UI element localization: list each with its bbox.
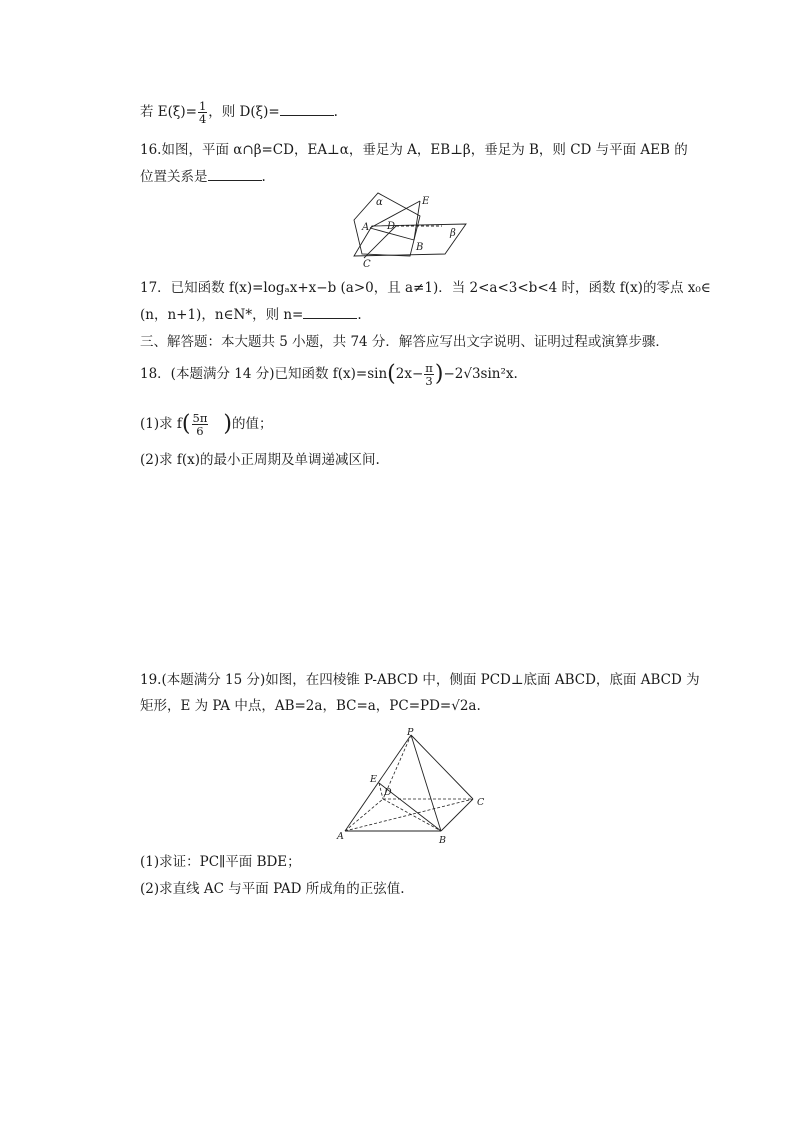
q17-answer-blank[interactable] — [303, 306, 357, 319]
q19-line1: 19.(本题满分 15 分)如图，在四棱锥 P-ABCD 中，侧面 PCD⊥底面 ABCD，底面 ABCD 为 — [140, 672, 700, 688]
q15-fraction — [198, 100, 207, 125]
q15-suffix: . — [333, 104, 338, 120]
fig16-label-D: D — [387, 221, 396, 232]
q16-line2-text: 位置关系是 — [140, 169, 208, 185]
q15-prefix: 若 E(ξ)= — [140, 104, 197, 120]
q18-part1-prefix: (1)求 f — [140, 416, 182, 432]
fig19-label-E: E — [370, 774, 377, 785]
q18-part2: (2)求 f(x)的最小正周期及单调递减区间. — [140, 452, 380, 468]
q16-answer-blank[interactable] — [208, 168, 262, 181]
q16-line1: 16.如图，平面 α∩β=CD，EA⊥α，垂足为 A，EB⊥β，垂足为 B，则 CD 与平面 AEB 的 — [140, 142, 688, 158]
figure-19-pyramid — [333, 727, 493, 847]
q18-part1-suffix: 的值； — [231, 416, 273, 432]
q19-part1: (1)求证：PC∥平面 BDE； — [140, 854, 301, 870]
fig16-label-B: B — [416, 242, 424, 253]
q17-line2-suffix: . — [357, 307, 362, 323]
q18-part1-num: 5π — [192, 411, 208, 425]
q15-middle: ，则 D(ξ)= — [208, 104, 280, 120]
q19-part2: (2)求直线 AC 与平面 PAD 所成角的正弦值. — [140, 881, 405, 897]
q17-line2-text: (n，n+1)，n∈N*，则 n= — [140, 307, 304, 323]
q18-intro-line — [140, 362, 518, 387]
q15-answer-blank[interactable] — [280, 103, 334, 116]
fig16-label-alpha: α — [376, 197, 383, 208]
q16-line2 — [140, 168, 266, 186]
fig16-label-beta: β — [450, 228, 456, 239]
q15-tail-line — [140, 100, 338, 125]
fig19-label-P: P — [407, 727, 414, 738]
fig16-label-A: A — [362, 222, 370, 233]
fig19-label-C: C — [477, 797, 485, 808]
q16-line2-suffix: . — [261, 169, 266, 185]
q18-part1-den: 6 — [196, 424, 204, 438]
fig19-label-A: A — [337, 831, 344, 842]
q18-pi-num: π — [425, 361, 433, 375]
q18-pi-den: 3 — [425, 374, 433, 388]
edge-BC — [441, 799, 473, 831]
q18-close-paren: ) — [434, 361, 444, 387]
fig16-label-C: C — [363, 259, 371, 270]
fig19-label-D: D — [384, 787, 392, 798]
q18-arg-left: 2x− — [395, 366, 424, 382]
q17-line2 — [140, 306, 362, 324]
q19-line2: 矩形，E 为 PA 中点，AB=2a，BC=a，PC=PD=√2a. — [140, 698, 481, 714]
q18-part1 — [140, 412, 272, 437]
fig19-label-B: B — [439, 835, 446, 846]
figure-16-planes — [340, 188, 480, 270]
edge-PC — [411, 735, 473, 799]
q15-frac-den: 4 — [198, 112, 207, 126]
section-3-heading: 三、解答题：本大题共 5 小题，共 74 分．解答应写出文字说明、证明过程或演算步骤． — [140, 334, 669, 350]
q18-part1-open-paren: ( — [181, 411, 191, 437]
q18-part1-fraction — [192, 412, 209, 437]
fig16-label-E: E — [422, 196, 430, 207]
q18-part1-close-paren: ) — [223, 411, 232, 437]
q18-pi-fraction — [424, 362, 434, 387]
q15-frac-num: 1 — [198, 99, 207, 113]
q17-line1: 17．已知函数 f(x)=logₐx+x−b (a>0，且 a≠1)．当 2<a<3<b<4 时，函数 f(x)的零点 x₀∈ — [140, 280, 711, 296]
q18-intro: 18．(本题满分 14 分)已知函数 f(x)=sin — [140, 366, 388, 382]
q18-open-paren: ( — [387, 361, 396, 387]
q18-tail: −2√3sin²x. — [443, 366, 518, 382]
